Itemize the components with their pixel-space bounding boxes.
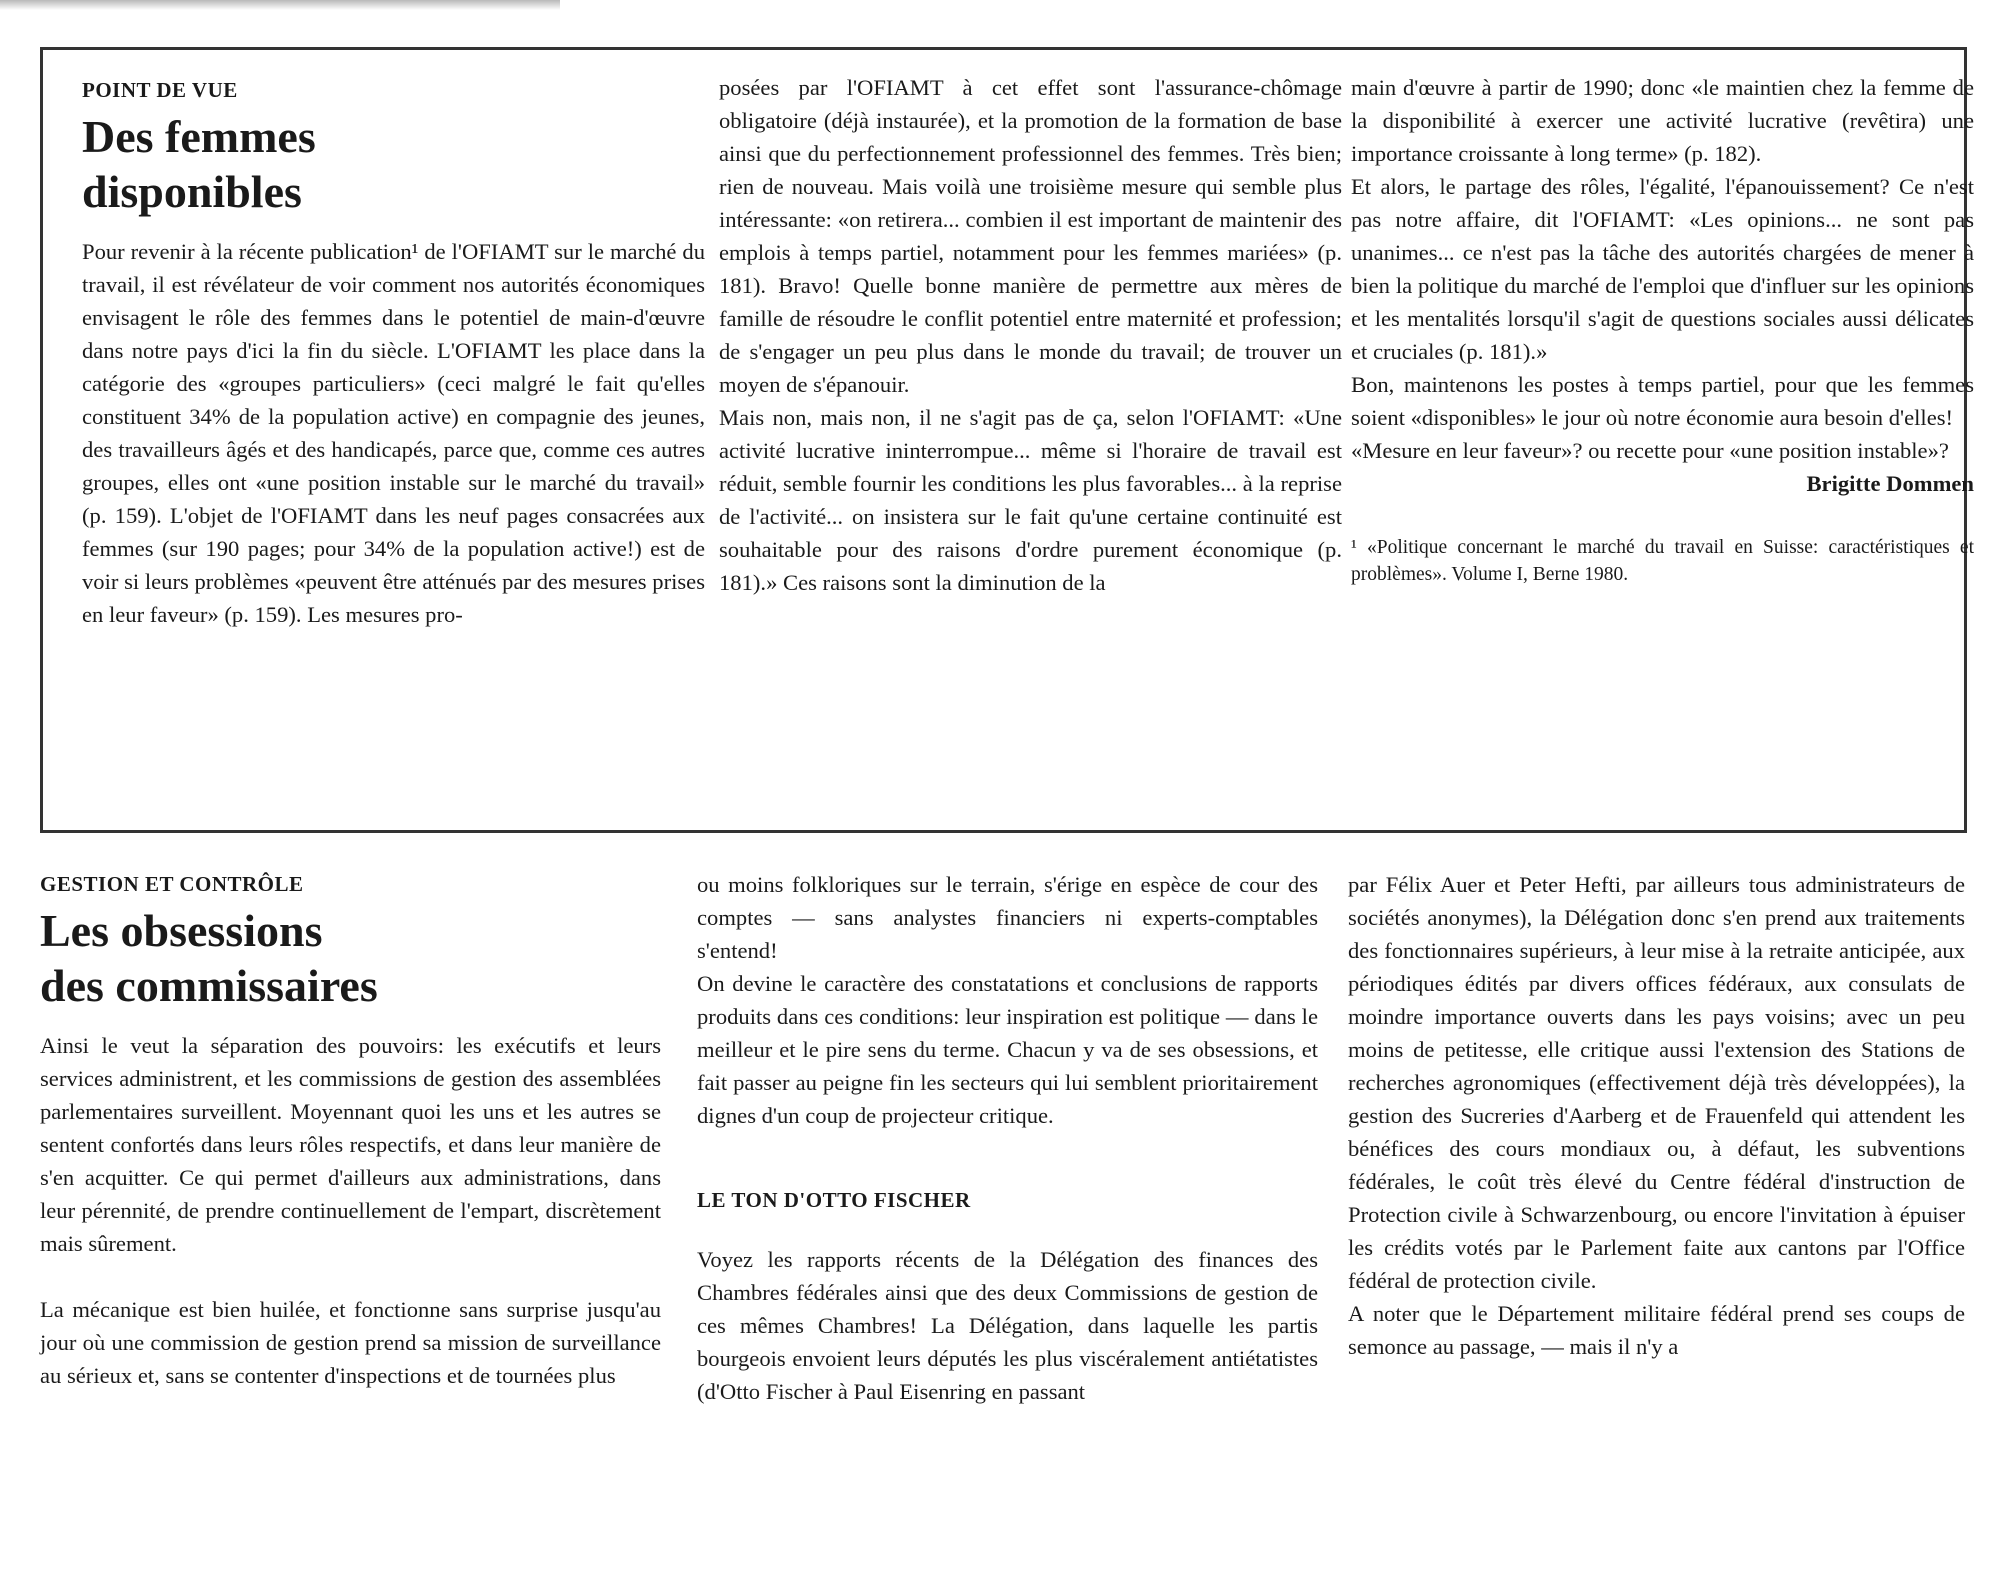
article2-body-col2-p3: Voyez les rapports récents de la Délégation des finances des Chambres fédérales ainsi que des deux Commissions de gestion de ces mêmes Chambres! La Délégation, dans laquelle les partis bourgeois envoient leurs députés les plus viscéralement antiétatistes (d'Otto Fischer à Paul Eisenring en passant bbox=[697, 1247, 1318, 1404]
article1-kicker: POINT DE VUE bbox=[82, 78, 238, 102]
article1-body-col2-p1: posées par l'OFIAMT à cet effet sont l'assurance-chômage obligatoire (déjà instaurée), et la promotion de la formation de base ainsi que du perfectionnement professionnel des femmes. Très bien; rien de nouveau. Mais voilà une troisième mesure qui semble plus intéressante: «on retirera... combien il est important de maintenir des emplois à temps partiel, notamment pour les femmes mariées» (p. 181). Bravo! Quelle bonne manière de permettre aux mères de famille de résoudre le conflit potentiel entre maternité et profession; de s'engager un peu plus dans le monde du travail; de trouver un moyen de s'épanouir. bbox=[719, 75, 1342, 397]
article2-title-line-2: des commissaires bbox=[40, 960, 378, 1011]
article1-body-col3-p4: «Mesure en leur faveur»? ou recette pour «une position instable»? bbox=[1351, 438, 1949, 463]
article2-body-col1-p2: La mécanique est bien huilée, et fonctionne sans surprise jusqu'au jour où une commission de gestion prend sa mission de surveillance au sérieux et, sans se contenter d'inspections et de tournées plus bbox=[40, 1297, 661, 1388]
article1-column-2 bbox=[719, 71, 1342, 599]
article2-subheading: LE TON D'OTTO FISCHER bbox=[697, 1188, 971, 1212]
article1-body-col3-p3: Bon, maintenons les postes à temps partiel, pour que les femmes soient «disponibles» le jour où notre économie aura besoin d'elles! bbox=[1351, 372, 1974, 430]
article2-column-2 bbox=[697, 868, 1318, 1408]
article2-title-line-1: Les obsessions bbox=[40, 905, 323, 956]
article1-body-col3-p2: Et alors, le partage des rôles, l'égalité, l'épanouissement? Ce n'est pas notre affaire, dit l'OFIAMT: «Les opinions... ne sont pas unanimes... ce n'est pas la tâche des autorités chargées de mener à bien la politique du marché de l'emploi que d'influer sur les opinions et les mentalités lorsqu'il s'agit de questions sociales aussi délicates et cruciales (p. 181).» bbox=[1351, 174, 1974, 364]
article2-body-col2-p2: On devine le caractère des constatations et conclusions de rapports produits dans ces conditions: leur inspiration est politique — dans le meilleur et le pire sens du terme. Chacun y va de ses obsessions, et fait passer au peigne fin les secteurs qui lui semblent prioritairement dignes d'un coup de projecteur critique. bbox=[697, 971, 1318, 1128]
article1-title bbox=[82, 109, 705, 219]
article1-column-1 bbox=[82, 74, 705, 631]
article1-footnote: ¹ «Politique concernant le marché du travail en Suisse: caractéristiques et problèmes». Volume I, Berne 1980. bbox=[1351, 537, 1974, 585]
article1-author: Brigitte Dommen bbox=[1806, 471, 1974, 496]
top-edge-shadow bbox=[0, 0, 560, 10]
article1-title-line-2: disponibles bbox=[82, 166, 302, 217]
article2-kicker: GESTION ET CONTRÔLE bbox=[40, 872, 304, 896]
article1-column-3 bbox=[1351, 71, 1974, 588]
article1-title-line-1: Des femmes bbox=[82, 111, 316, 162]
article2-body-col1-p1: Ainsi le veut la séparation des pouvoirs: les exécutifs et leurs services administrent, et les commissions de gestion des assemblées parlementaires surveillent. Moyennant quoi les uns et les autres se sentent confortés dans leurs rôles respectifs, et dans leur manière de s'en acquitter. Ce qui permet d'ailleurs aux administrations, dans leur pérennité, de prendre continuellement de l'empart, discrètement mais sûrement. bbox=[40, 1033, 661, 1256]
article2-body-col2-p1: ou moins folkloriques sur le terrain, s'érige en espèce de cour des comptes — sans analystes financiers ni experts-comptables s'entend! bbox=[697, 872, 1318, 963]
article1-body-col2-p2: Mais non, mais non, il ne s'agit pas de ça, selon l'OFIAMT: «Une activité lucrative ininterrompue... même si l'horaire de travail est réduit, semble fournir les conditions les plus favorables... à la reprise de l'activité... on insistera sur le fait qu'une certaine continuité est souhaitable pour des raisons d'ordre purement économique (p. 181).» Ces raisons sont la diminution de la bbox=[719, 405, 1342, 595]
article2-body-col3-p2: A noter que le Département militaire fédéral prend ses coups de semonce au passage, — mais il n'y a bbox=[1348, 1301, 1965, 1359]
article2-column-1 bbox=[40, 868, 661, 1392]
article2-body-col3-p1: par Félix Auer et Peter Hefti, par ailleurs tous administrateurs de sociétés anonymes), la Délégation donc s'en prend aux traitements des fonctionnaires supérieurs, à leur mise à la retraite anticipée, aux périodiques édités par divers offices fédéraux, aux consulats de moindre importance ouverts dans les pays voisins; avec un peu moins de petitesse, elle critique aussi l'extension des Stations de recherches agronomiques (effectivement déjà très développées), la gestion des Sucreries d'Aarberg et de Frauenfeld qui attendent les bénéfices des cours mondiaux ou, à défaut, les subventions fédérales, le coût très élevé du Centre fédéral d'instruction de Protection civile à Schwarzenbourg, ou encore l'invitation à épuiser les crédits votés par le Parlement faite aux cantons par l'Office fédéral de protection civile. bbox=[1348, 872, 1965, 1293]
article2-title bbox=[40, 903, 661, 1013]
article-box-point-de-vue bbox=[40, 47, 1974, 833]
article1-body-col1: Pour revenir à la récente publication¹ de l'OFIAMT sur le marché du travail, il est révélateur de voir comment nos autorités économiques envisagent le rôle des femmes dans le potentiel de main-d'œuvre dans notre pays d'ici la fin du siècle. L'OFIAMT les place dans la catégorie des «groupes particuliers» (ceci malgré le fait qu'elles constituent 34% de la population active) en compagnie des jeunes, des travailleurs âgés et des handicapés, parce que, comme ces autres groupes, elles ont «une position instable sur le marché du travail» (p. 159). L'objet de l'OFIAMT dans les neuf pages consacrées aux femmes (sur 190 pages; pour 34% de la population active!) est de voir si leurs problèmes «peuvent être atténués par des mesures prises en leur faveur» (p. 159). Les mesures pro- bbox=[82, 239, 705, 627]
article1-body-col3-p1: main d'œuvre à partir de 1990; donc «le maintien chez la femme de la disponibilité à exercer une activité lucrative (revêtira) une importance croissante à long terme» (p. 182). bbox=[1351, 75, 1974, 166]
article2-column-3 bbox=[1348, 868, 1965, 1363]
